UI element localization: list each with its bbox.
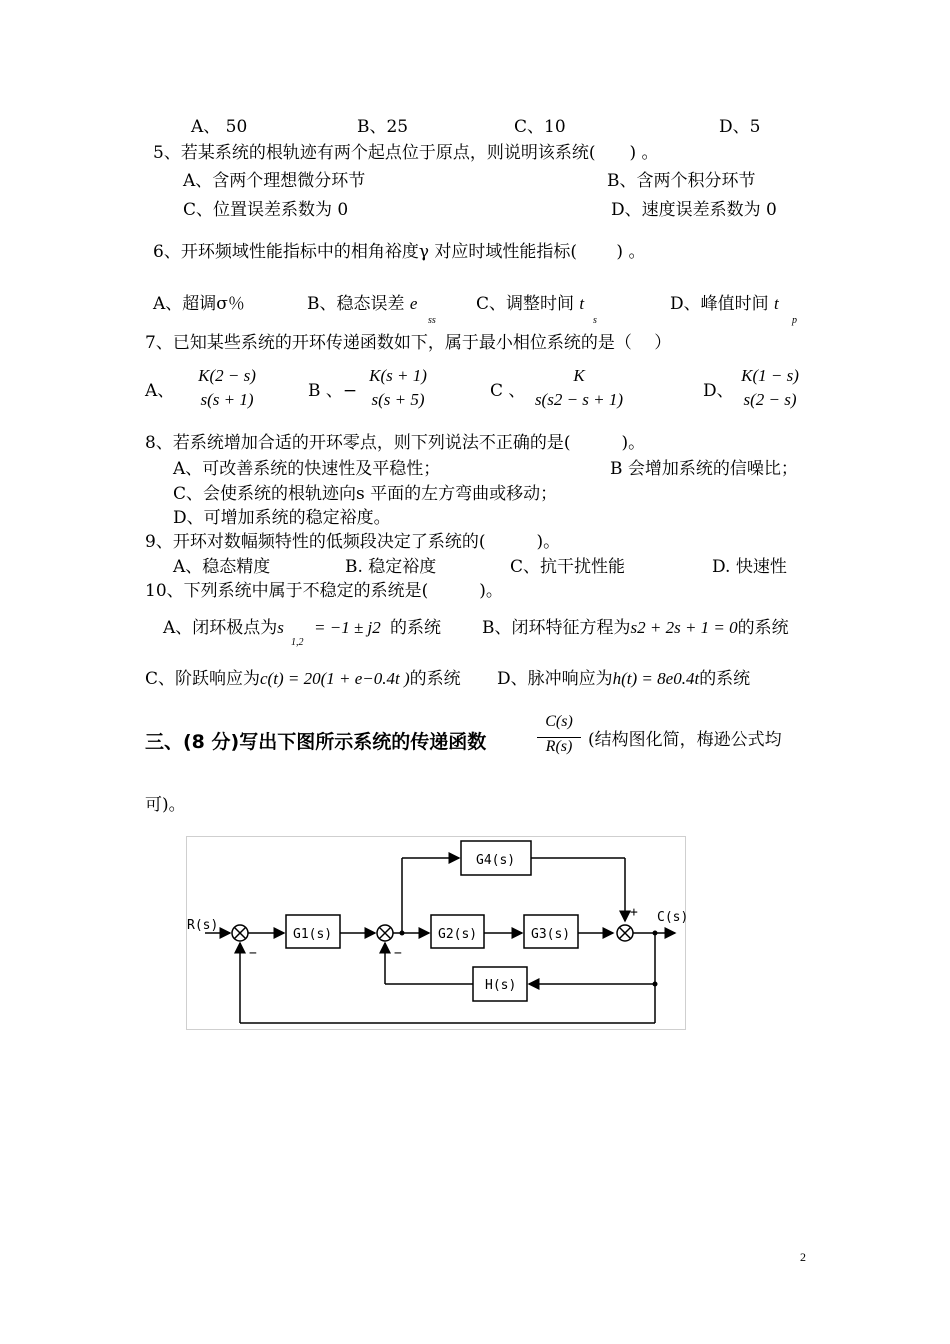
q10-option-d-equation: h(t) = 8e0.4t: [612, 669, 700, 688]
section-3-tail: (结构图化简，梅逊公式均: [588, 730, 782, 750]
q7-option-a-fraction: [188, 366, 266, 414]
branch-point-2: [653, 931, 658, 936]
label-g2: G2(s): [438, 927, 478, 942]
q9-option-b: B. 稳定裕度: [345, 557, 437, 577]
q5-stem: 5、若某系统的根轨迹有两个起点位于原点，则说明该系统( ) 。: [153, 143, 659, 163]
q9-option-d: D. 快速性: [712, 557, 787, 577]
q7-option-b-fraction: [363, 366, 433, 414]
q6-option-b-symbol: e: [409, 294, 418, 313]
q6-option-c-text: C、调整时间: [476, 294, 575, 314]
q7-option-b-label: B 、−: [308, 381, 358, 401]
q7-option-c-denominator: s(s2 − s + 1): [534, 390, 624, 409]
q7-option-a-numerator: K(2 − s): [198, 366, 256, 385]
label-output: C(s): [657, 910, 689, 925]
q7-option-d-denominator: s(2 − s): [743, 390, 797, 409]
q5-option-b: B、含两个积分环节: [607, 171, 756, 191]
q4-option-d: D、5: [719, 117, 761, 137]
q7-option-d-numerator: K(1 − s): [741, 366, 799, 385]
q10-option-a-equation: = −1 ± j2: [314, 618, 381, 637]
q7-option-b-denominator: s(s + 5): [371, 390, 425, 409]
q6-option-b: [307, 294, 417, 314]
q10-option-a-suffix: 的系统: [390, 618, 441, 638]
q10-stem: 10、下列系统中属于不稳定的系统是( )。: [145, 581, 503, 601]
q10-option-b-equation: s2 + 2s + 1 = 0: [630, 618, 738, 637]
section-3-tail-2: 可)。: [145, 795, 186, 815]
q7-option-b-numerator: K(s + 1): [369, 366, 427, 385]
q9-stem: 9、开环对数幅频特性的低频段决定了系统的( )。: [145, 532, 561, 552]
q10-option-a: [163, 618, 284, 638]
q8-option-d: D、可增加系统的稳定裕度。: [173, 508, 391, 528]
label-h: H(s): [485, 978, 517, 993]
q10-option-b-text: B、闭环特征方程为: [482, 618, 631, 638]
section-3-transfer-fraction: [537, 713, 581, 762]
section-3-title: 三、(8 分)写出下图所示系统的传递函数: [145, 731, 487, 753]
q10-option-c-equation: c(t) = 20(1 + e−0.4t ): [260, 669, 410, 688]
q10-option-b-suffix: 的系统: [737, 618, 789, 638]
q8-option-b: B 会增加系统的信噪比；: [610, 459, 798, 479]
q10-option-a-subscript: 1,2: [291, 637, 304, 648]
q8-option-a: A、可改善系统的快速性及平稳性；: [173, 459, 441, 479]
q10-option-a-text: A、闭环极点为: [163, 618, 278, 638]
q5-option-d: D、速度误差系数为 0: [611, 200, 777, 220]
q8-option-c: C、会使系统的根轨迹向s 平面的左方弯曲或移动；: [173, 484, 558, 504]
page-number: 2: [800, 1250, 806, 1264]
q10-option-c: [145, 669, 461, 689]
q7-option-d-fraction: [735, 366, 805, 414]
q8-stem: 8、若系统增加合适的开环零点，则下列说法不正确的是( )。: [145, 433, 646, 453]
q6-option-d-symbol: t: [774, 294, 779, 313]
label-g1: G1(s): [293, 927, 333, 942]
q6-option-b-text: B、稳态误差: [307, 294, 405, 314]
q4-option-c: C、10: [514, 117, 566, 137]
q10-option-a-symbol: s: [277, 618, 284, 637]
q6-option-d-subscript: p: [792, 315, 797, 326]
q6-option-a: A、超调σ％: [153, 294, 245, 314]
q9-option-c: C、抗干扰性能: [510, 557, 626, 577]
sign-sum2-minus: −: [394, 946, 402, 961]
q10-option-d-text: D、脉冲响应为: [497, 669, 613, 689]
q5-option-a: A、含两个理想微分环节: [183, 171, 366, 191]
section-3-denominator: R(s): [545, 738, 573, 755]
branch-point-1: [400, 931, 405, 936]
branch-point-3: [653, 982, 658, 987]
q10-option-b: [482, 618, 789, 638]
q6-option-d: [670, 294, 779, 314]
q7-option-a-denominator: s(s + 1): [200, 390, 254, 409]
q7-option-c-fraction: [532, 366, 626, 414]
q6-option-b-subscript: ss: [428, 315, 436, 326]
label-input: R(s): [187, 918, 219, 933]
q6-option-d-text: D、峰值时间: [670, 294, 769, 314]
q10-option-d: [497, 669, 750, 689]
q6-option-c-subscript: s: [593, 315, 597, 326]
q6-option-c-symbol: t: [579, 294, 585, 313]
q7-option-d-label: D、: [703, 381, 734, 401]
q4-option-a: A、 50: [191, 117, 248, 137]
q10-option-d-suffix: 的系统: [699, 669, 751, 689]
block-diagram-svg: [187, 837, 689, 1029]
q7-option-a-label: A、: [145, 381, 175, 401]
q7-option-c-label: C 、: [490, 381, 526, 401]
sign-sum1-minus: −: [249, 946, 257, 961]
q4-option-b: B、25: [357, 117, 409, 137]
q6-option-c: [476, 294, 584, 314]
label-g4: G4(s): [476, 853, 516, 868]
q6-stem: 6、开环频域性能指标中的相角裕度γ 对应时域性能指标( ) 。: [153, 242, 646, 262]
section-3-numerator: C(s): [537, 713, 581, 738]
sign-sum3-plus: +: [630, 905, 638, 920]
q10-option-c-text: C、阶跃响应为: [145, 669, 261, 689]
q7-stem: 7、已知某些系统的开环传递函数如下，属于最小相位系统的是（ ）: [145, 333, 672, 353]
label-g3: G3(s): [531, 927, 571, 942]
q7-option-c-numerator: K: [573, 366, 585, 385]
q10-option-c-suffix: 的系统: [409, 669, 461, 689]
q5-option-c: C、位置误差系数为 0: [183, 200, 349, 220]
block-diagram: [186, 836, 689, 1030]
q9-option-a: A、稳态精度: [173, 557, 271, 577]
